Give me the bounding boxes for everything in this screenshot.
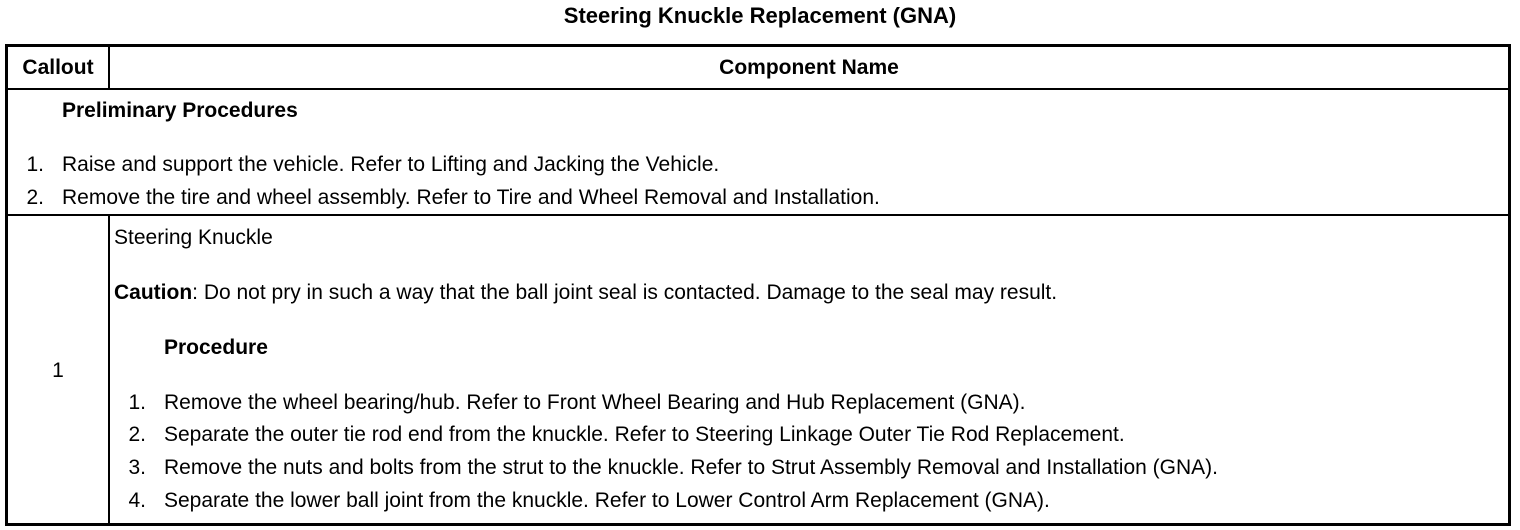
step-text: Remove the wheel bearing/hub. Refer to Front Wheel Bearing and Hub Replacement (GNA). bbox=[164, 391, 1026, 414]
page-title: Steering Knuckle Replacement (GNA) bbox=[563, 3, 957, 28]
callout-column-header: Callout bbox=[8, 47, 110, 88]
table-header-row bbox=[8, 47, 1508, 90]
step-text: Separate the outer tie rod end from the knuckle. Refer to Steering Linkage Outer Tie Rod Replacement. bbox=[164, 423, 1125, 446]
step-text: Separate the lower ball joint from the knuckle. Refer to Lower Control Arm Replacement (GNA). bbox=[164, 489, 1050, 512]
step-number: 2. bbox=[128, 423, 146, 446]
preliminary-procedures-heading: Preliminary Procedures bbox=[62, 99, 298, 122]
step-text: Remove the nuts and bolts from the strut to the knuckle. Refer to Strut Assembly Removal and Installation (GNA). bbox=[164, 456, 1218, 479]
preliminary-procedures-row bbox=[8, 90, 1508, 216]
step-number: 3. bbox=[128, 456, 146, 479]
step-number: 1. bbox=[26, 153, 44, 176]
caution-note bbox=[114, 281, 1057, 305]
caution-text: : Do not pry in such a way that the ball joint seal is contacted. Damage to the seal may result. bbox=[192, 281, 1058, 304]
step-text: Remove the tire and wheel assembly. Refer to Tire and Wheel Removal and Installation. bbox=[62, 186, 880, 209]
step-number: 4. bbox=[128, 489, 146, 512]
callout-cell bbox=[8, 216, 110, 523]
procedure-heading: Procedure bbox=[164, 336, 268, 359]
caution-label: Caution bbox=[114, 281, 193, 304]
component-name: Steering Knuckle bbox=[114, 226, 273, 249]
callout-number: 1 bbox=[52, 359, 64, 382]
step-number: 1. bbox=[128, 391, 146, 414]
component-name-column-header: Component Name bbox=[719, 56, 899, 79]
component-cell bbox=[110, 216, 1508, 523]
table-row bbox=[8, 216, 1508, 523]
step-text: Raise and support the vehicle. Refer to Lifting and Jacking the Vehicle. bbox=[62, 153, 720, 176]
component-table bbox=[5, 44, 1511, 526]
step-number: 2. bbox=[26, 186, 44, 209]
